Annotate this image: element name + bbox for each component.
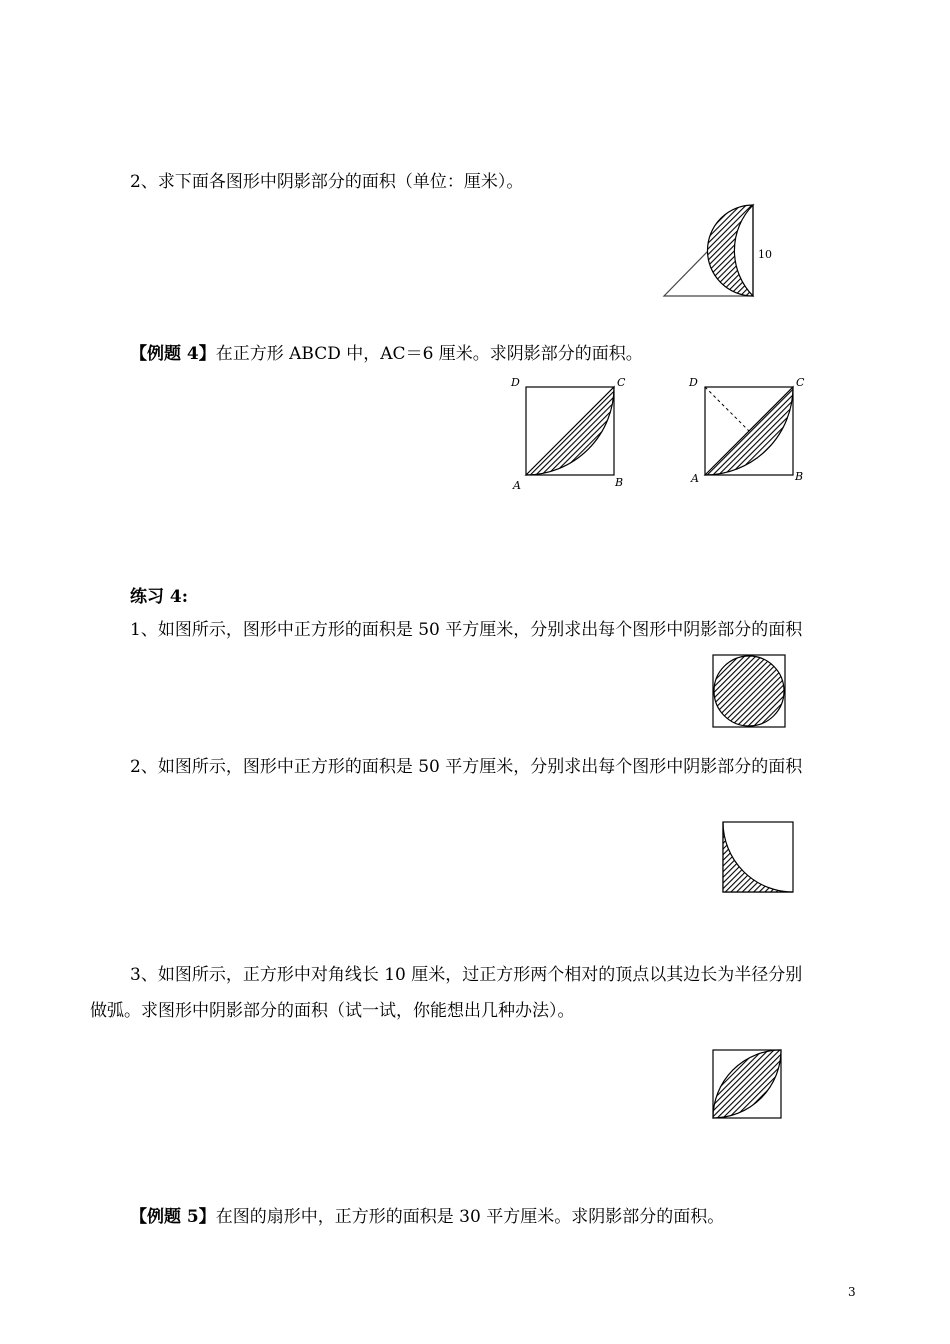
example-4-text: 在正方形 ABCD 中，AC＝6 厘米。求阴影部分的面积。 bbox=[215, 344, 643, 364]
vertex-c-label: C bbox=[796, 376, 805, 389]
vertex-a-label: A bbox=[691, 472, 699, 485]
vertex-d-label: D bbox=[511, 376, 520, 389]
example-4-tag: 【例题 4】 bbox=[130, 344, 216, 364]
side-length-label: 10 bbox=[758, 248, 772, 261]
practice-2-figure bbox=[722, 821, 796, 895]
practice-4-heading: 练习 4: bbox=[130, 587, 189, 607]
vertex-b-label: B bbox=[795, 470, 804, 483]
practice-4-item-2: 2、如图所示，图形中正方形的面积是 50 平方厘米，分别求出每个图形中阴影部分的面积 bbox=[130, 757, 803, 777]
problem-2-figure bbox=[660, 200, 780, 302]
practice-4-item-3-line-2: 做弧。求图形中阴影部分的面积（试一试，你能想出几种办法）。 bbox=[90, 1001, 575, 1021]
dashed-diagonal bbox=[705, 387, 749, 431]
example-4-figure-2 bbox=[685, 372, 815, 492]
example-4-figure-1 bbox=[508, 372, 638, 492]
practice-4-item-1: 1、如图所示，图形中正方形的面积是 50 平方厘米，分别求出每个图形中阴影部分的面积 bbox=[130, 620, 803, 640]
problem-2-text: 2、求下面各图形中阴影部分的面积（单位：厘米）。 bbox=[130, 172, 524, 192]
page-number: 3 bbox=[848, 1285, 856, 1299]
shaded-crescent bbox=[708, 205, 754, 296]
shaded-circle bbox=[714, 656, 784, 726]
shaded-lens bbox=[713, 1050, 781, 1118]
example-4-line bbox=[130, 343, 643, 365]
practice-1-figure bbox=[712, 654, 788, 730]
vertex-d-label: D bbox=[689, 376, 698, 389]
vertex-c-label: C bbox=[617, 376, 626, 389]
vertex-a-label: A bbox=[513, 479, 521, 492]
example-5-line bbox=[130, 1206, 724, 1228]
shaded-corner bbox=[723, 822, 793, 892]
example-5-tag: 【例题 5】 bbox=[130, 1207, 216, 1227]
example-5-text: 在图的扇形中，正方形的面积是 30 平方厘米。求阴影部分的面积。 bbox=[215, 1207, 725, 1227]
practice-3-figure bbox=[712, 1049, 784, 1121]
vertex-b-label: B bbox=[615, 476, 624, 489]
practice-4-item-3-line-1: 3、如图所示，正方形中对角线长 10 厘米，过正方形两个相对的顶点以其边长为半径分别 bbox=[130, 965, 803, 985]
shaded-lens bbox=[526, 387, 614, 475]
